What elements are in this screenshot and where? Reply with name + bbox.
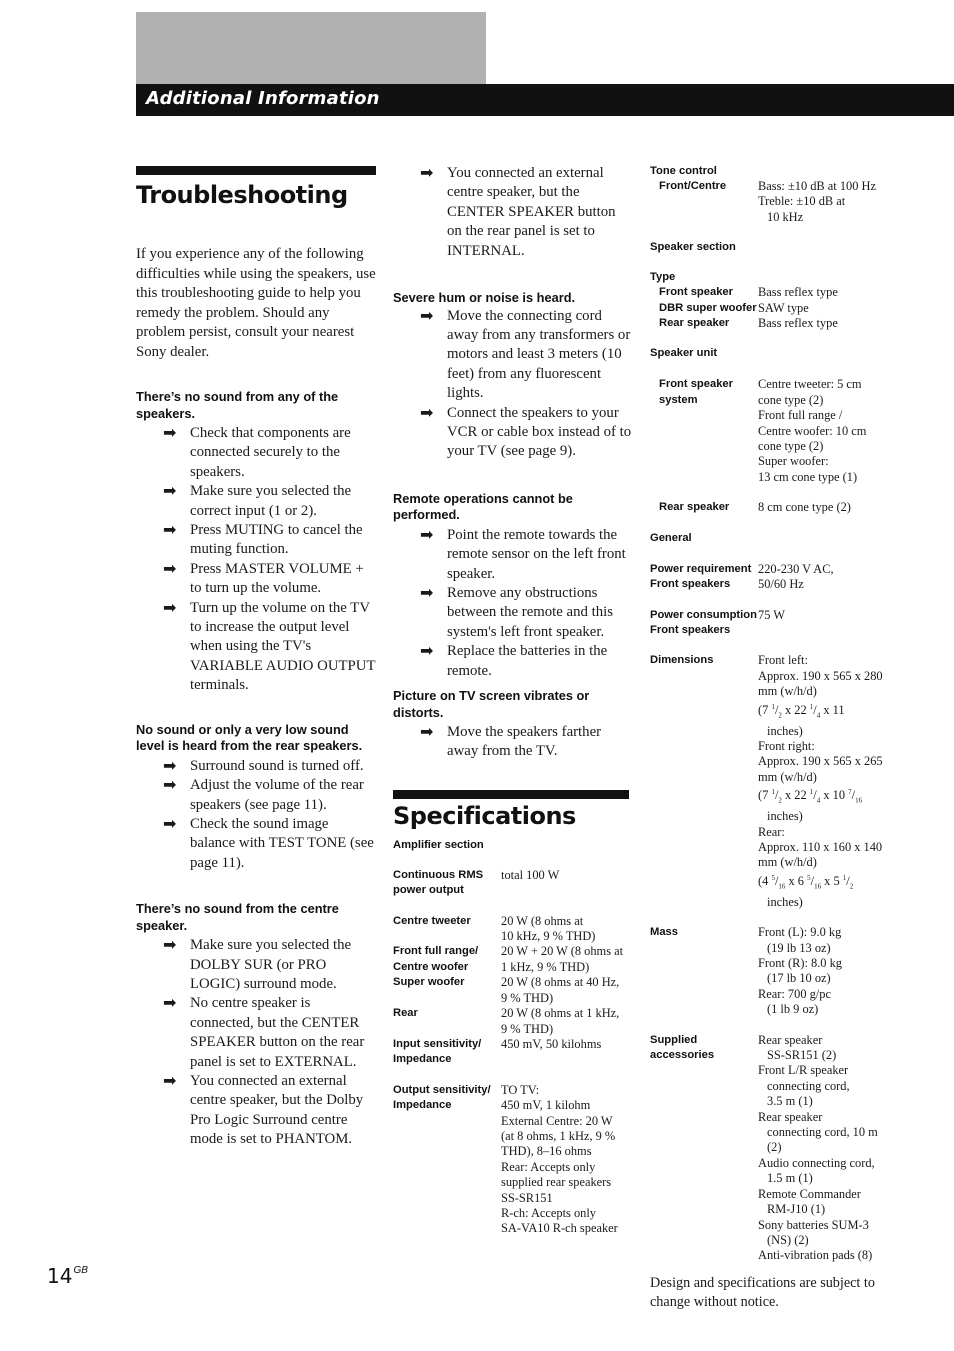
solution-item: ➡ Point the remote towards the remote sensor on the left front speaker.: [420, 524, 626, 582]
spec-row-type-front: Front speaker Bass reflex type: [659, 285, 838, 300]
solution-item: ➡ Replace the batteries in the remote.: [420, 641, 608, 679]
solution-item: ➡ Surround sound is turned off.: [163, 755, 364, 775]
problem-title: Remote operations cannot be performed.: [393, 490, 573, 523]
solution-item: ➡ Move the speakers farther away from the TV.: [420, 722, 602, 760]
specifications-title: Specifications: [393, 801, 576, 830]
dimension-fraction-line: (7 $^1/_2$ x 22 $^1/_4$ x 10 $^7/_{16}$: [758, 788, 863, 805]
problem-title: Picture on TV screen vibrates or distorts.: [393, 688, 590, 720]
spec-row-supplied-accessories: Supplied accessories Rear speaker SS-SR151 (2) Front L/R speaker connecting cord, 3.5 m (1) Rear speaker connecting cord, 10 m (2) Audio connecting cord, 1.5 m (1) Remote Commander RM-J10 (1) Sony batteries SUM-3 (NS) (2) Anti-vibration pads (8): [650, 1032, 878, 1263]
solution-item: ➡ Remove any obstructions between the remote and this system's left front speaker.: [420, 583, 613, 640]
arrow-right-icon: ➡: [420, 583, 434, 602]
solution-item: ➡ Move the connecting cord away from any transformers or motors and least 3 meters (10 feet) from any fluorescent lights.: [420, 305, 631, 402]
problem-no-sound-any: [136, 389, 376, 696]
spec-row-continuous-rms: Continuous RMS power output total 100 W: [393, 867, 560, 897]
arrow-right-icon: ➡: [420, 641, 434, 661]
heading-rule: [136, 166, 376, 175]
speaker-unit-label: Speaker unit: [650, 347, 718, 360]
arrow-right-icon: ➡: [163, 558, 177, 578]
arrow-right-icon: ➡: [163, 423, 177, 442]
spec-row-output-sensitivity: Output sensitivity/ Impedance TO TV: 450 mV, 1 kilohm External Centre: 20 W (at 8 ohms, 1 kHz, 9 % THD), 8–16 ohms Rear: Accepts only supplied rear speakers SS-SR151 R-ch: Accepts only SA-VA10 R-ch speaker: [393, 1082, 618, 1236]
problem-remote: [393, 491, 633, 681]
arrow-right-icon: ➡: [163, 481, 177, 501]
problem-title: There’s no sound from the centre speaker.: [136, 901, 339, 933]
general-label: General: [650, 531, 692, 544]
troubleshooting-intro: If you experience any of the following difficulties while using the speakers, use this troubleshooting guide to help you remedy the problem. Should any problem persist, consult your nearest Sony dealer.: [136, 246, 376, 360]
spec-row-input-sensitivity: Input sensitivity/ Impedance 450 mV, 50 kilohms: [393, 1036, 602, 1066]
specifications-footer-note: Design and specifications are subject to change without notice.: [650, 1274, 875, 1310]
arrow-right-icon: ➡: [420, 524, 434, 544]
problem-title: There’s no sound from any of the speakers.: [136, 389, 339, 421]
arrow-right-icon: ➡: [163, 813, 177, 833]
arrow-right-icon: ➡: [163, 520, 177, 540]
problem-rear-low-sound: [136, 722, 376, 873]
arrow-right-icon: ➡: [163, 935, 177, 955]
dimension-fraction-line: (4 $^5/_{16}$ x 6 $^5/_{16}$ x 5 $^1/_2$: [758, 873, 854, 891]
spec-row-type-dbr: DBR super woofer SAW type: [659, 300, 809, 315]
solution-item: ➡ You connected an external centre speaker, but the CENTER SPEAKER button on the rear panel is set to INTERNAL.: [420, 163, 616, 259]
solution-item: ➡ Press MUTING to cancel the muting function.: [163, 520, 363, 558]
solution-item: ➡ Connect the speakers to your VCR or cable box instead of to your TV (see page 9).: [420, 402, 632, 460]
arrow-right-icon: ➡: [420, 305, 434, 325]
type-label: Type: [650, 271, 676, 284]
solution-item: ➡ Adjust the volume of the rear speakers (see page 11).: [163, 775, 364, 813]
arrow-right-icon: ➡: [420, 163, 434, 182]
spec-row-mass: Mass Front (L): 9.0 kg (19 lb 13 oz) Front (R): 8.0 kg (17 lb 10 oz) Rear: 700 g/pc (1 lb 9 oz): [650, 925, 842, 1017]
solution-item: ➡ Make sure you selected the correct input (1 or 2).: [163, 481, 352, 519]
solution-item: ➡ Check that components are connected securely to the speakers.: [163, 423, 351, 480]
arrow-right-icon: ➡: [163, 993, 177, 1013]
spec-row-rear: Rear 20 W (8 ohms at 1 kHz, 9 % THD): [393, 1006, 620, 1036]
spec-row-tone-control: Tone control Front/Centre Bass: ±10 dB at 100 Hz Treble: ±10 dB at 10 kHz: [650, 165, 876, 224]
heading-rule: [393, 790, 629, 799]
arrow-right-icon: ➡: [163, 775, 177, 795]
problem-hum-noise: [393, 290, 633, 462]
header-gray-block: [136, 12, 486, 84]
amplifier-section-label: Amplifier section: [393, 838, 484, 851]
solution-item: ➡ Press MASTER VOLUME + to turn up the volume.: [163, 558, 364, 597]
troubleshooting-column-2: [393, 164, 633, 1237]
page-number: $14^{GB}$: [47, 1264, 88, 1288]
arrow-right-icon: ➡: [163, 597, 177, 617]
speaker-section-label: Speaker section: [650, 241, 736, 254]
arrow-right-icon: ➡: [163, 755, 177, 775]
spec-row-power-consumption: Power consumption Front speakers 75 W: [650, 607, 785, 636]
arrow-right-icon: ➡: [163, 1070, 177, 1090]
spec-row-type-rear: Rear speaker Bass reflex type: [659, 316, 838, 331]
spec-row-power-requirement: Power requirement Front speakers 220-230 V AC, 50/60 Hz: [650, 561, 834, 592]
spec-row-rear-speaker-unit: Rear speaker 8 cm cone type (2): [659, 500, 851, 515]
spec-row-dimensions: Dimensions Front left: Approx. 190 x 565 x 280 mm (w/h/d) (7 $^1/_2$ x 22 $^1/_4$ x 11 inches) Front right: Approx. 190 x 565 x 265 mm (w/h/d) (7 $^1/_2$ x 22 $^1/_4$ x 10 $^7/_{16}$ inches) Rear: Approx. 110 x 160 x 140 mm (w/h/d) (4 $^5/_{16}$ x 6 $^5/_{16}$ x 5 $^1/_2$ inches): [650, 653, 883, 909]
solution-item: ➡ You connected an external centre speaker, but the Dolby Pro Logic Surround centre mode is set to PHANTOM.: [163, 1070, 364, 1148]
problem-title: Severe hum or noise is heard.: [393, 290, 576, 306]
specifications-block: [393, 790, 633, 1237]
troubleshooting-column-1: [136, 166, 376, 1150]
solution-item: ➡ Turn up the volume on the TV to increase the output level when using the TV's VARIABLE AUDIO OUTPUT terminals.: [163, 597, 376, 694]
solution-item: ➡ No centre speaker is connected, but the CENTER SPEAKER button on the rear panel is set to EXTERNAL.: [163, 993, 365, 1070]
specifications-column-3: [650, 164, 950, 1312]
spec-row-centre-tweeter: Centre tweeter 20 W (8 ohms at 10 kHz, 9 % THD): [393, 913, 596, 944]
problem-title: No sound or only a very low sound level is heard from the rear speakers.: [136, 721, 363, 754]
solution-item: ➡ Check the sound image balance with TEST TONE (see page 11).: [163, 813, 374, 871]
problem-no-centre-sound: [136, 901, 376, 1149]
arrow-right-icon: ➡: [420, 722, 434, 742]
section-header-bar: [136, 84, 954, 116]
troubleshooting-title: Troubleshooting: [136, 181, 348, 209]
spec-row-front-speaker-system: Front speaker system Centre tweeter: 5 cm cone type (2) Front full range / Centre woofer: 10 cm cone type (2) Super woofer: 13 cm cone type (1): [659, 377, 867, 484]
section-title: Additional Information: [146, 88, 380, 109]
arrow-right-icon: ➡: [420, 402, 434, 422]
problem-tv-vibrates: [393, 688, 633, 762]
dimension-fraction-line: (7 $^1/_2$ x 22 $^1/_4$ x 11: [758, 702, 845, 720]
spec-row-full-range: Front full range/ Centre woofer Super woofer 20 W + 20 W (8 ohms at 1 kHz, 9 % THD) 20 W (8 ohms at 40 Hz, 9 % THD): [393, 944, 624, 1005]
solution-item: ➡ Make sure you selected the DOLBY SUR (or PRO LOGIC) surround mode.: [163, 935, 352, 992]
